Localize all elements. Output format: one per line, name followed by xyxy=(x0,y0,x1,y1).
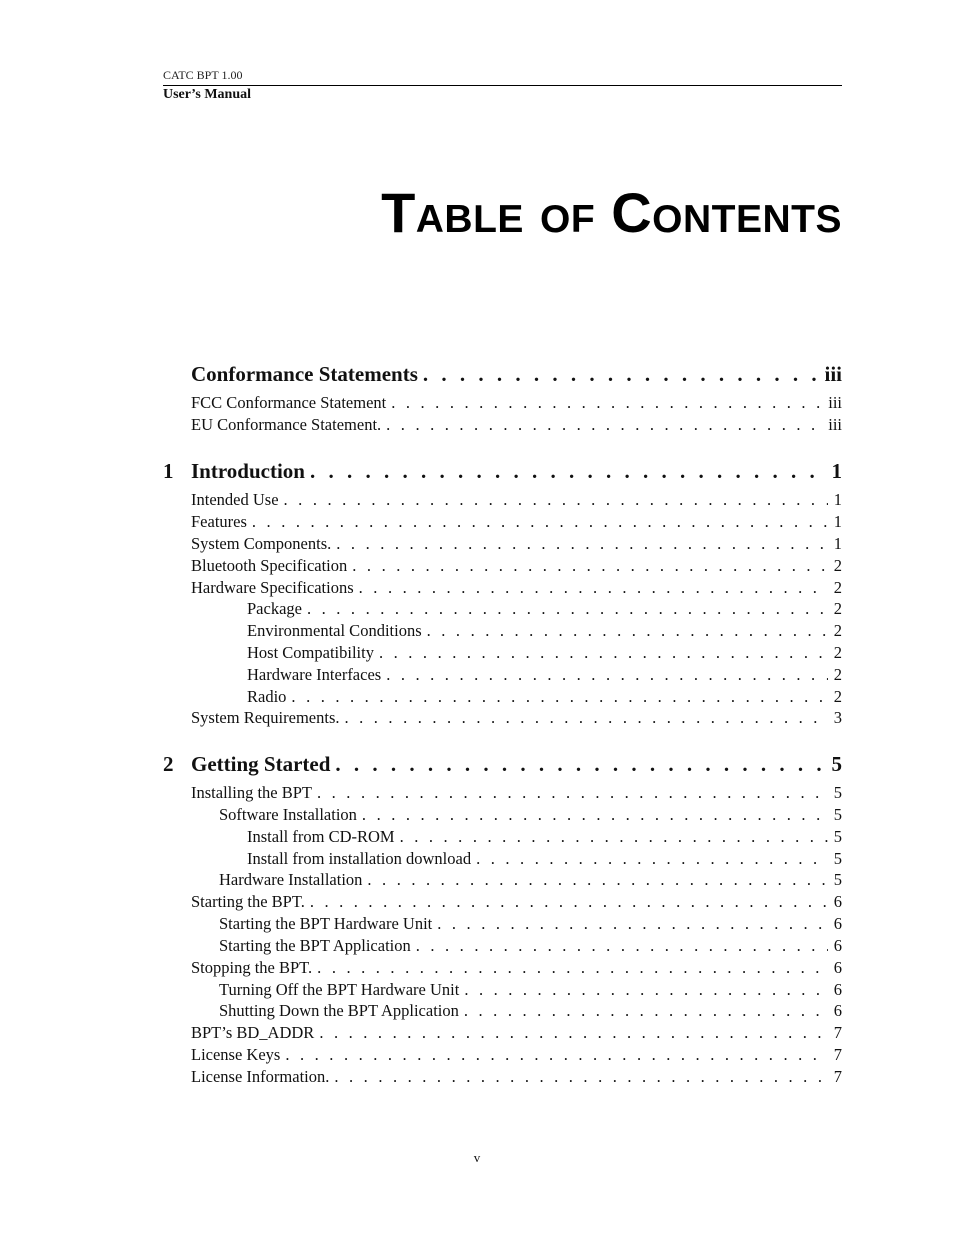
toc-title: Shutting Down the BPT Application xyxy=(219,1001,459,1020)
dot-leader xyxy=(310,459,826,484)
toc-page: 2 xyxy=(833,687,842,706)
toc-page: 6 xyxy=(833,914,842,933)
toc-title: Radio xyxy=(247,687,287,706)
toc-page: 6 xyxy=(833,980,842,999)
toc-entry[interactable] xyxy=(0,644,954,666)
dot-leader xyxy=(379,643,828,663)
dot-leader xyxy=(464,980,827,1000)
dot-leader xyxy=(423,362,819,387)
toc-title: EU Conformance Statement. xyxy=(191,415,382,434)
chapter-number: 1 xyxy=(163,459,174,483)
toc-page: 5 xyxy=(833,783,842,802)
toc-entry[interactable] xyxy=(0,1002,954,1024)
toc-entry[interactable] xyxy=(0,666,954,688)
toc-page: iii xyxy=(824,362,842,386)
toc-title: Software Installation xyxy=(219,805,357,824)
toc-title: Starting the BPT Hardware Unit xyxy=(219,914,433,933)
toc-title: Installing the BPT xyxy=(191,783,312,802)
toc-title: FCC Conformance Statement xyxy=(191,393,387,412)
toc-entry-chapter-2[interactable] xyxy=(0,752,954,780)
toc-title: System Components. xyxy=(191,534,332,553)
toc-entry[interactable] xyxy=(0,1024,954,1046)
toc-title: Introduction xyxy=(191,459,305,483)
toc-title: Hardware Specifications xyxy=(191,578,354,597)
dot-leader xyxy=(307,599,828,619)
toc-title: Hardware Interfaces xyxy=(247,665,382,684)
toc-title: Starting the BPT Application xyxy=(219,936,411,955)
toc-entry[interactable] xyxy=(0,491,954,513)
toc-entry[interactable] xyxy=(0,981,954,1003)
toc-page: 1 xyxy=(833,490,842,509)
toc-page: 5 xyxy=(833,827,842,846)
toc-entry[interactable] xyxy=(0,828,954,850)
toc-entry[interactable] xyxy=(0,513,954,535)
toc-entry[interactable] xyxy=(0,1068,954,1090)
toc-entry[interactable] xyxy=(0,806,954,828)
toc-page: 1 xyxy=(833,534,842,553)
toc-page: 6 xyxy=(833,892,842,911)
toc-page: 5 xyxy=(833,870,842,889)
dot-leader xyxy=(334,1067,827,1087)
dot-leader xyxy=(252,512,828,532)
dot-leader xyxy=(291,687,827,707)
dot-leader xyxy=(476,849,828,869)
toc-entry[interactable] xyxy=(0,535,954,557)
page-number: v xyxy=(473,1150,481,1165)
toc-title: Getting Started xyxy=(191,752,331,776)
toc-page: 2 xyxy=(833,643,842,662)
toc-page: 3 xyxy=(833,708,842,727)
toc-page: 2 xyxy=(833,599,842,618)
toc-page: 6 xyxy=(833,1001,842,1020)
toc-entry[interactable] xyxy=(0,959,954,981)
dot-leader xyxy=(391,393,822,413)
dot-leader xyxy=(319,1023,827,1043)
toc-title: Install from CD-ROM xyxy=(247,827,395,846)
toc-title: Install from installation download xyxy=(247,849,472,868)
dot-leader xyxy=(427,621,828,641)
toc-entry[interactable] xyxy=(0,915,954,937)
toc-title: License Information. xyxy=(191,1067,330,1086)
dot-leader xyxy=(359,578,828,598)
toc-title: License Keys xyxy=(191,1045,281,1064)
toc-page: 2 xyxy=(833,665,842,684)
dot-leader xyxy=(386,415,822,435)
dot-leader xyxy=(437,914,828,934)
header-manual-title: User’s Manual xyxy=(163,87,252,102)
toc-page: 2 xyxy=(833,621,842,640)
dot-leader xyxy=(335,752,825,777)
toc-page: 7 xyxy=(833,1023,842,1042)
toc-title: System Requirements. xyxy=(191,708,340,727)
toc-title: Starting the BPT. xyxy=(191,892,305,911)
toc-entry[interactable] xyxy=(0,600,954,622)
toc-entry-conformance[interactable] xyxy=(0,362,954,390)
toc-page: 5 xyxy=(833,849,842,868)
dot-leader xyxy=(317,958,828,978)
toc-entry[interactable] xyxy=(0,688,954,710)
toc-entry[interactable] xyxy=(0,622,954,644)
toc-title: Environmental Conditions xyxy=(247,621,422,640)
toc-page: iii xyxy=(828,415,842,434)
toc-entry[interactable] xyxy=(0,850,954,872)
toc-title: Intended Use xyxy=(191,490,279,509)
toc-page: 7 xyxy=(833,1067,842,1086)
header-rule xyxy=(163,85,842,86)
dot-leader xyxy=(400,827,828,847)
toc-entry[interactable] xyxy=(0,784,954,806)
toc-entry[interactable] xyxy=(0,557,954,579)
toc-title: Turning Off the BPT Hardware Unit xyxy=(219,980,460,999)
toc-page: 7 xyxy=(833,1045,842,1064)
toc-title: Hardware Installation xyxy=(219,870,363,889)
toc-page: 6 xyxy=(833,958,842,977)
dot-leader xyxy=(310,892,828,912)
toc-title: Bluetooth Specification xyxy=(191,556,348,575)
dot-leader xyxy=(352,556,827,576)
dot-leader xyxy=(317,783,828,803)
chapter-number: 2 xyxy=(163,752,174,776)
toc-title: BPT’s BD_ADDR xyxy=(191,1023,315,1042)
dot-leader xyxy=(367,870,827,890)
toc-page: 2 xyxy=(833,578,842,597)
dot-leader xyxy=(284,490,828,510)
toc-title: Features xyxy=(191,512,247,531)
dot-leader xyxy=(386,665,828,685)
dot-leader xyxy=(344,708,827,728)
toc-entry[interactable] xyxy=(0,1046,954,1068)
dot-leader xyxy=(336,534,827,554)
toc-entry[interactable] xyxy=(0,893,954,915)
toc-page: 5 xyxy=(833,805,842,824)
toc-page: 2 xyxy=(833,556,842,575)
toc-title: Host Compatibility xyxy=(247,643,374,662)
toc-entry[interactable] xyxy=(0,937,954,959)
toc-entry[interactable] xyxy=(0,416,954,438)
toc-entry[interactable] xyxy=(0,709,954,731)
dot-leader xyxy=(285,1045,827,1065)
toc-title: Stopping the BPT. xyxy=(191,958,313,977)
dot-leader xyxy=(464,1001,828,1021)
toc-title: Conformance Statements xyxy=(191,362,418,386)
page-title: Table of Contents xyxy=(381,181,842,244)
toc-entry[interactable] xyxy=(0,579,954,601)
toc-page: iii xyxy=(828,393,842,412)
dot-leader xyxy=(362,805,828,825)
toc-page: 1 xyxy=(831,459,842,483)
toc-title: Package xyxy=(247,599,302,618)
toc-page: 5 xyxy=(831,752,842,776)
header-product: CATC BPT 1.00 xyxy=(163,68,243,82)
toc-entry[interactable] xyxy=(0,871,954,893)
toc-page: 1 xyxy=(833,512,842,531)
toc-entry[interactable] xyxy=(0,394,954,416)
toc-entry-chapter-1[interactable] xyxy=(0,459,954,487)
dot-leader xyxy=(416,936,828,956)
toc-page: 6 xyxy=(833,936,842,955)
